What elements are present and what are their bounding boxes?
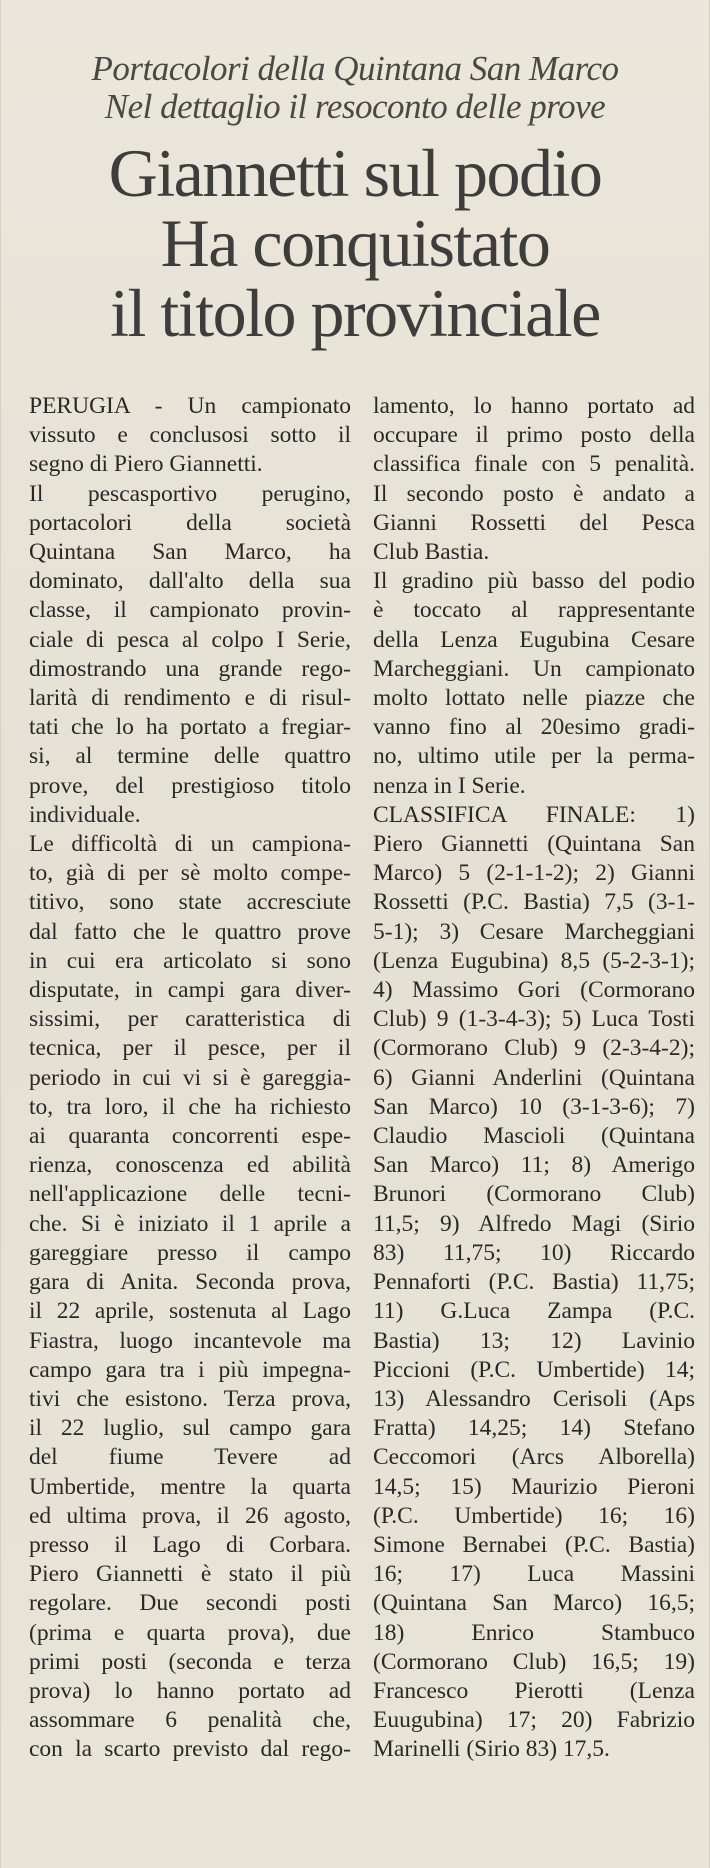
left-column [29,392,351,1765]
text-line: Bastia) 13; 12) Lavinio [373,1327,695,1354]
text-line: che. Si è iniziato il 1 aprile a [29,1210,351,1237]
text-line: della Lenza Eugubina Cesare [373,626,695,653]
text-line: Marcheggiani. Un campionato [373,655,695,682]
text-line: larità di rendimento e di risul- [29,685,351,712]
text-line: San Marco) 10 (3-1-3-6); 7) [373,1093,695,1120]
text-line: Ceccomori (Arcs Alborella) [373,1444,695,1471]
right-column [373,392,695,1765]
kicker [1,0,709,126]
text-line: Le difficoltà di un campiona- [29,831,351,858]
text-line: 4) Massimo Gori (Cormorano [373,977,695,1004]
kicker-line: Nel dettaglio il resoconto delle prove [104,87,606,126]
text-line: (Cormorano Club) 16,5; 19) [373,1648,695,1675]
text-line: del fiume Tevere ad [29,1444,351,1471]
text-line: ed ultima prova, il 26 agosto, [29,1502,351,1529]
text-line: rienza, conoscenza ed abilità [29,1152,351,1179]
text-line: nenza in I Serie. [373,772,526,799]
text-line: 14,5; 15) Maurizio Pieroni [373,1473,695,1500]
text-line: (P.C. Umbertide) 16; 16) [373,1502,695,1529]
text-line: dominato, dall'alto della sua [29,568,351,595]
text-line: gara di Anita. Seconda prova, [29,1269,351,1296]
headline-line: Ha conquistato [160,205,550,281]
text-line: sissimi, per caratteristica di [29,1006,351,1033]
text-line: assommare 6 penalità che, [29,1707,351,1734]
text-line: ciale di pesca al colpo I Serie, [29,626,351,653]
text-line: individuale. [29,801,141,828]
text-line: si, al termine delle quattro [29,743,351,770]
text-line: 18) Enrico Stambuco [373,1619,695,1646]
text-line: tivi che esistono. Terza prova, [29,1385,351,1412]
text-line: Marinelli (Sirio 83) 17,5. [373,1736,610,1763]
text-line: PERUGIA - Un campionato [29,393,351,419]
text-line: to, tra loro, il che ha richiesto [29,1093,351,1120]
text-line: presso il Lago di Corbara. [29,1531,351,1558]
text-line: gareggiare presso il campo [29,1239,351,1266]
text-line: Umbertide, mentre la quarta [29,1473,351,1500]
text-line: titivo, sono state accresciute [29,889,351,916]
headline-line: Giannetti sul podio [108,135,602,211]
text-line: periodo in cui vi si è gareggia- [29,1064,351,1091]
text-line: classe, il campionato provin- [29,597,351,624]
text-line: Rossetti (P.C. Bastia) 7,5 (3-1- [373,889,695,916]
text-line: Il pescasportivo perugino, [29,480,351,507]
text-line: Piccioni (P.C. Umbertide) 14; [373,1356,695,1383]
text-line: Quintana San Marco, ha [29,539,351,566]
text-line: prova) lo hanno portato ad [29,1677,351,1704]
text-line: 6) Gianni Anderlini (Quintana [373,1064,695,1091]
text-line: 11) G.Luca Zampa (P.C. [373,1298,695,1325]
text-line: primi posti (seconda e terza [29,1648,351,1675]
text-line: regolare. Due secondi posti [29,1590,351,1617]
text-line: (Cormorano Club) 9 (2-3-4-2); [373,1035,695,1062]
text-line: CLASSIFICA FINALE: 1) [373,801,695,828]
text-line: Francesco Pierotti (Lenza [373,1677,695,1704]
text-line: lamento, lo hanno portato ad [373,393,695,419]
text-line: con la scarto previsto dal rego- [29,1736,351,1763]
text-line: vanno fino al 20esimo gradi- [373,714,695,741]
text-line: Club Bastia. [373,539,490,566]
text-line: Piero Giannetti (Quintana San [373,831,695,858]
text-line: 83) 11,75; 10) Riccardo [373,1239,695,1266]
text-line: il 22 luglio, sul campo gara [29,1415,351,1442]
text-line: nell'applicazione delle tecni- [29,1181,351,1208]
text-line: classifica finale con 5 penalità. [373,451,695,478]
text-line: (Quintana San Marco) 16,5; [373,1590,695,1617]
text-line: occupare il primo posto della [373,422,695,449]
text-line: disputate, in campi gara diver- [29,977,351,1004]
text-line: (Lenza Eugubina) 8,5 (5-2-3-1); [373,947,695,974]
text-line: dimostrando una grande rego- [29,655,351,682]
text-line: Simone Bernabei (P.C. Bastia) [373,1531,695,1558]
text-line: 13) Alessandro Cerisoli (Aps [373,1385,695,1412]
text-line: no, ultimo utile per la perma- [373,743,695,770]
text-line: Claudio Mascioli (Quintana [373,1123,695,1150]
text-line: campo gara tra i più impegna- [29,1356,351,1383]
text-line: Pennaforti (P.C. Bastia) 11,75; [373,1269,695,1296]
text-line: molto lottato nelle piazze che [373,685,695,712]
text-line: Il secondo posto è andato a [373,480,695,507]
text-line: in cui era articolato si sono [29,947,351,974]
text-line: prove, del prestigioso titolo [29,772,351,799]
text-line: è toccato al rappresentante [373,597,695,624]
text-line: Gianni Rossetti del Pesca [373,509,695,536]
text-line: vissuto e conclusosi sotto il [29,422,351,449]
headline-line: il titolo provinciale [110,275,600,351]
article-body [29,392,695,1765]
text-line: tati che lo ha portato a fregiar- [29,714,351,741]
text-line: ai quaranta concorrenti espe- [29,1123,351,1150]
text-line: 5-1); 3) Cesare Marcheggiani [373,918,695,945]
text-line: Fiastra, luogo incantevole ma [29,1327,351,1354]
text-line: il 22 aprile, sostenuta al Lago [29,1298,351,1325]
text-line: dal fatto che le quattro prove [29,918,351,945]
headline [1,135,709,351]
text-line: portacolori della società [29,509,351,536]
text-line: Marco) 5 (2-1-1-2); 2) Gianni [373,860,695,887]
kicker-line: Portacolori della Quintana San Marco [91,49,619,88]
text-line: 16; 17) Luca Massini [373,1561,695,1588]
text-line: Il gradino più basso del podio [373,568,695,595]
text-line: Piero Giannetti è stato il più [29,1561,351,1588]
text-line: 11,5; 9) Alfredo Magi (Sirio [373,1210,695,1237]
text-line: Brunori (Cormorano Club) [373,1181,695,1208]
text-line: to, già di per sè molto compe- [29,860,351,887]
text-line: Euugubina) 17; 20) Fabrizio [373,1707,695,1734]
text-line: (prima e quarta prova), due [29,1619,351,1646]
text-line: tecnica, per il pesce, per il [29,1035,351,1062]
text-line: segno di Piero Giannetti. [29,451,263,478]
text-line: San Marco) 11; 8) Amerigo [373,1152,695,1179]
text-line: Club) 9 (1-3-4-3); 5) Luca Tosti [373,1006,695,1033]
text-line: Fratta) 14,25; 14) Stefano [373,1415,695,1442]
